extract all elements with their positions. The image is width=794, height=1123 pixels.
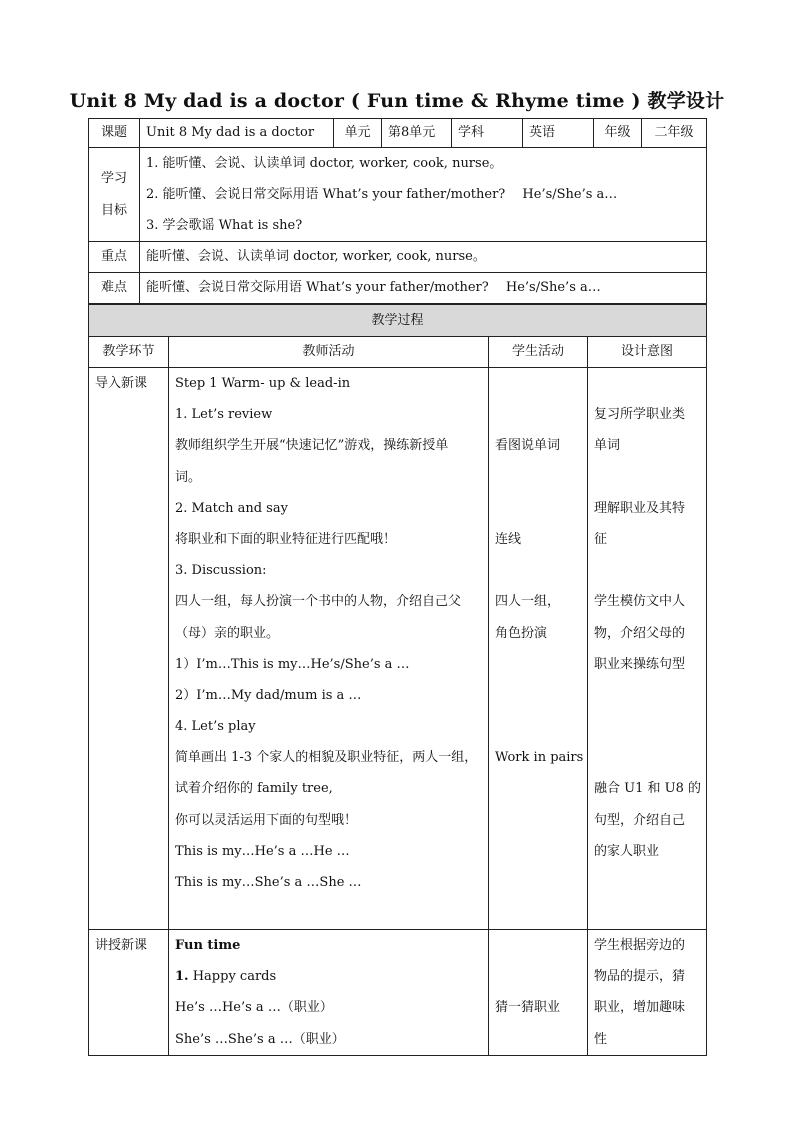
intent-line — [594, 555, 706, 586]
intent-line: 复习所学职业类 — [594, 407, 686, 423]
intent-line — [594, 742, 706, 773]
intent-line: 理解职业及其特 — [594, 500, 686, 516]
objectives-label-line2: 目标 — [100, 202, 127, 218]
stage-label: 讲授新课 — [95, 938, 148, 953]
teacher-line: Step 1 Warm- up & lead-in — [175, 376, 351, 391]
subject-label: 学科 — [452, 119, 523, 148]
info-table — [88, 118, 707, 304]
student-line: 四人一组， — [495, 594, 561, 610]
column-header-intent: 设计意图 — [588, 337, 707, 368]
student-line — [495, 867, 587, 898]
student-line — [495, 961, 587, 992]
student-line — [495, 1024, 587, 1055]
difficulty-label: 难点 — [89, 273, 140, 304]
teacher-line: 试着介绍你的 family tree, — [175, 781, 333, 797]
teacher-line: This is my…She’s a …She … — [175, 875, 362, 890]
student-line: 角色扮演 — [495, 625, 548, 641]
intent-line: 物，介绍父母的 — [594, 625, 686, 641]
objective-item: 3. 学会歌谣 What is she? — [146, 218, 303, 233]
intent-line: 职业，增加趣味 — [594, 1000, 686, 1016]
column-header-student: 学生活动 — [489, 337, 588, 368]
teacher-activity-cell — [169, 368, 489, 930]
stage-cell — [89, 368, 169, 930]
unit-label: 单元 — [334, 119, 382, 148]
key-point-text: 能听懂、会说、认读单词 doctor, worker, cook, nurse。 — [140, 242, 707, 273]
teacher-line: He’s …He’s a …（职业） — [175, 1000, 333, 1016]
column-header-teacher: 教师活动 — [169, 337, 489, 368]
topic-value: Unit 8 My dad is a doctor — [140, 119, 334, 148]
objective-item: 1. 能听懂、会说、认读单词 doctor, worker, cook, nurse。 — [146, 156, 503, 171]
student-activity-cell — [489, 930, 588, 1056]
student-line — [495, 680, 587, 711]
teacher-line: 4. Let’s play — [175, 719, 256, 735]
intent-line: 性 — [594, 1031, 608, 1047]
stage-cell — [89, 930, 169, 1056]
subject-value: 英语 — [523, 119, 594, 148]
intent-line: 物品的提示，猜 — [594, 969, 686, 985]
student-line — [495, 711, 587, 742]
student-line — [495, 555, 587, 586]
stage-label: 导入新课 — [95, 376, 148, 391]
teacher-activity-cell — [169, 930, 489, 1056]
student-line — [495, 368, 587, 399]
objectives-label — [89, 148, 140, 242]
process-table — [88, 304, 707, 1056]
student-line: 连线 — [495, 531, 522, 547]
teacher-line: This is my…He’s a …He … — [175, 843, 350, 859]
intent-line: 的家人职业 — [594, 843, 660, 859]
student-line — [495, 805, 587, 836]
objective-item: 2. 能听懂、会说日常交际用语 What’s your father/mother? He’s/She’s a… — [146, 187, 618, 202]
intent-line — [594, 711, 706, 742]
intent-line: 学生模仿文中人 — [594, 594, 686, 610]
intent-line: 融合 U1 和 U8 的 — [594, 781, 701, 797]
student-line — [495, 836, 587, 867]
student-line: 看图说单词 — [495, 438, 561, 454]
student-line — [495, 773, 587, 804]
key-point-label: 重点 — [89, 242, 140, 273]
topic-label: 课题 — [89, 119, 140, 148]
teacher-line: 教师组织学生开展“快速记忆”游戏，操练新授单 — [175, 438, 449, 454]
teacher-line: 2）I’m…My dad/mum is a … — [175, 687, 362, 703]
teacher-line: 词。 — [175, 469, 202, 485]
objectives-list — [140, 148, 707, 242]
intent-line — [594, 368, 706, 399]
process-heading: 教学过程 — [89, 305, 707, 337]
teacher-line: 四人一组，每人扮演一个书中的人物，介绍自己父 — [175, 594, 462, 610]
grade-label: 年级 — [594, 119, 642, 148]
document-title: Unit 8 My dad is a doctor ( Fun time & Rhyme time ) 教学设计 — [69, 90, 725, 112]
intent-line: 征 — [594, 531, 608, 547]
intent-line: 职业来操练句型 — [594, 656, 686, 672]
teacher-line: 你可以灵活运用下面的句型哦！ — [175, 812, 358, 828]
design-intent-cell — [588, 368, 707, 930]
intent-line: 句型，介绍自己 — [594, 812, 686, 828]
student-line — [495, 399, 587, 430]
teacher-line: 1）I’m…This is my…He’s/She’s a … — [175, 656, 410, 672]
teacher-line: 3. Discussion: — [175, 563, 267, 579]
teacher-line: 简单画出 1-3 个家人的相貌及职业特征，两人一组， — [175, 750, 478, 766]
student-line — [495, 462, 587, 493]
student-line — [495, 649, 587, 680]
intent-line — [594, 462, 706, 493]
intent-line: 单词 — [594, 438, 621, 454]
student-activity-cell — [489, 368, 588, 930]
teacher-line: 1. Let’s review — [175, 407, 273, 423]
grade-value: 二年级 — [642, 119, 707, 148]
difficulty-text: 能听懂、会说日常交际用语 What’s your father/mother? He’s/She’s a… — [140, 273, 707, 304]
objectives-label-line1: 学习 — [100, 170, 127, 186]
student-line: 猜一猜职业 — [495, 1000, 561, 1016]
teacher-line: Fun time — [175, 938, 241, 953]
teacher-line: 2. Match and say — [175, 500, 288, 516]
teacher-line: 1. Happy cards — [175, 969, 277, 985]
student-line — [495, 493, 587, 524]
teacher-line: 将职业和下面的职业特征进行匹配哦！ — [175, 531, 397, 547]
column-header-stage: 教学环节 — [89, 337, 169, 368]
intent-line — [594, 867, 706, 898]
unit-value: 第8单元 — [382, 119, 452, 148]
intent-line: 学生根据旁边的 — [594, 938, 686, 953]
student-line — [495, 930, 587, 961]
student-line: Work in pairs — [495, 750, 584, 766]
teacher-line: She’s …She’s a …（职业） — [175, 1031, 345, 1047]
intent-line — [594, 680, 706, 711]
teacher-line: （母）亲的职业。 — [175, 625, 280, 641]
design-intent-cell — [588, 930, 707, 1056]
